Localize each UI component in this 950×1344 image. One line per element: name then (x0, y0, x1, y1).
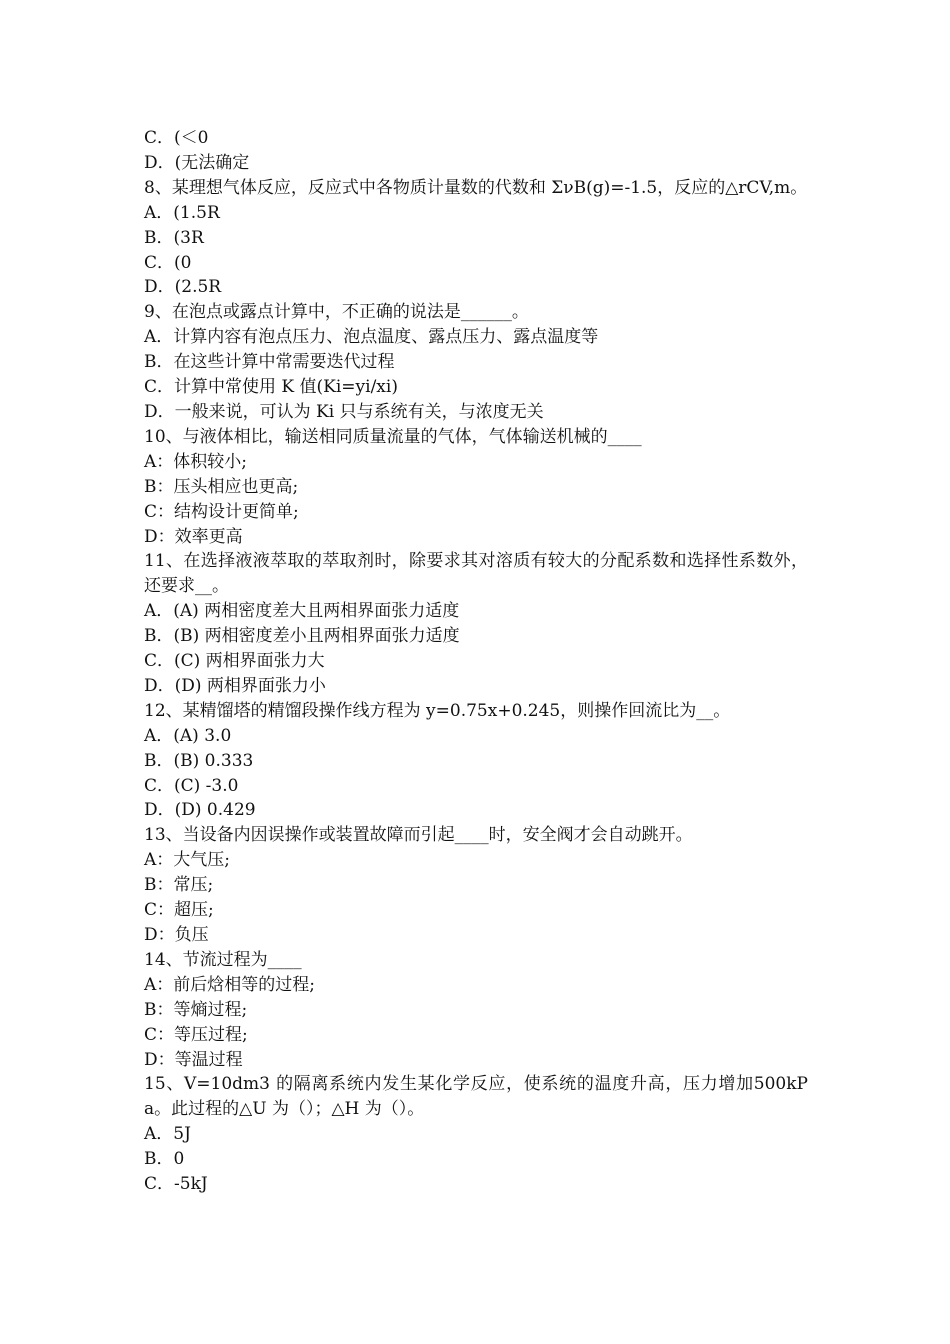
option-line: A．5J (144, 1124, 191, 1145)
option-line: C．-5kJ (144, 1174, 208, 1195)
option-line: C．(C) 两相界面张力大 (144, 651, 325, 672)
option-line: D．(D) 0.429 (144, 800, 256, 821)
question-14: 14、节流过程为____ (144, 949, 302, 970)
option-line: B：压头相应也更高; (144, 476, 299, 497)
option-line: A．计算内容有泡点压力、泡点温度、露点压力、露点温度等 (144, 327, 599, 348)
option-line: B．0 (144, 1149, 185, 1170)
question-9: 9、在泡点或露点计算中，不正确的说法是______。 (144, 302, 529, 323)
question-11: 11、在选择液液萃取的萃取剂时，除要求其对溶质有较大的分配系数和选择性系数外，还要求__。 (144, 551, 808, 597)
question-10: 10、与液体相比，输送相同质量流量的气体，气体输送机械的____ (144, 426, 642, 447)
option-line: A．(1.5R (144, 202, 220, 223)
option-line: D：效率更高 (144, 526, 243, 547)
option-line: C．计算中常使用 K 值(Ki=yi/xi) (144, 377, 398, 398)
option-line: B．(B) 两相密度差小且两相界面张力适度 (144, 626, 460, 647)
option-line: C：等压过程; (144, 1024, 248, 1045)
option-line: D．(2.5R (144, 277, 222, 298)
question-15: 15、V=10dm3 的隔离系统内发生某化学反应，使系统的温度升高，压力增加500kPa。此过程的△U 为（）；△H 为（）。 (144, 1074, 808, 1120)
option-line: A．(A) 3.0 (144, 725, 232, 746)
option-line: C．(C) -3.0 (144, 775, 239, 796)
option-line: C：结构设计更简单; (144, 501, 299, 522)
question-8: 8、某理想气体反应，反应式中各物质计量数的代数和 ΣνB(g)=-1.5，反应的△rCV,m。 (144, 177, 808, 198)
option-line: A：大气压; (144, 850, 231, 871)
option-line: B：等熵过程; (144, 999, 248, 1020)
option-line: D．(无法确定 (144, 152, 250, 173)
option-line: A：前后焓相等的过程; (144, 974, 316, 995)
option-line: B．在这些计算中常需要迭代过程 (144, 352, 395, 373)
question-13: 13、当设备内因误操作或装置故障而引起____时，安全阀才会自动跳开。 (144, 825, 693, 846)
option-line: B．(3R (144, 227, 204, 248)
question-12: 12、某精馏塔的精馏段操作线方程为 y=0.75x+0.245，则操作回流比为__。 (144, 700, 731, 721)
option-line: A．(A) 两相密度差大且两相界面张力适度 (144, 601, 460, 622)
option-line: D：负压 (144, 925, 209, 945)
option-line: B．(B) 0.333 (144, 750, 254, 771)
option-line: D．一般来说，可认为 Ki 只与系统有关，与浓度无关 (144, 401, 544, 422)
option-line: C．(＜0 (144, 128, 209, 148)
option-line: D：等温过程 (144, 1049, 243, 1070)
option-line: C．(0 (144, 252, 192, 273)
option-line: B：常压; (144, 875, 214, 896)
option-line: A：体积较小; (144, 451, 248, 472)
option-line: C：超压; (144, 900, 214, 921)
option-line: D．(D) 两相界面张力小 (144, 675, 326, 696)
document-body (144, 126, 808, 1197)
